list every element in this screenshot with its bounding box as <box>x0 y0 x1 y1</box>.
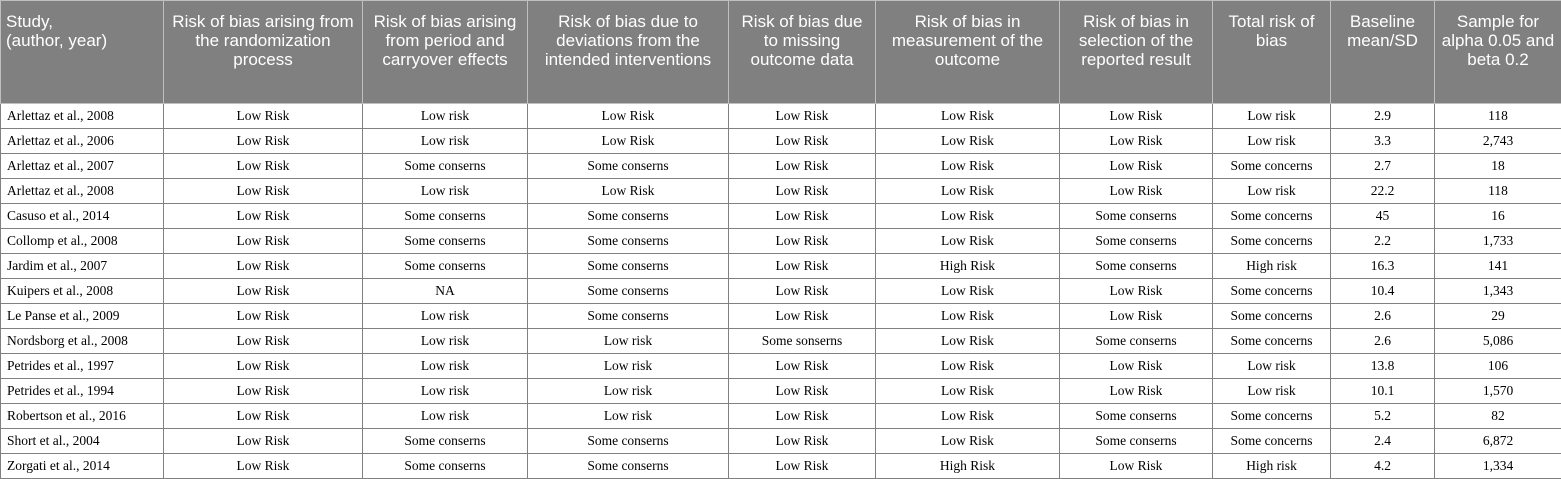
cell-baseline-mean-sd: 5.2 <box>1331 404 1435 429</box>
cell-study: Collomp et al., 2008 <box>1 229 164 254</box>
cell-measurement-bias: Low Risk <box>876 104 1060 129</box>
table-row <box>1 254 1561 279</box>
cell-selection-bias: Low Risk <box>1060 304 1213 329</box>
cell-randomization-bias: Low Risk <box>164 304 363 329</box>
cell-randomization-bias: Low Risk <box>164 279 363 304</box>
cell-deviation-bias: Low risk <box>528 329 729 354</box>
cell-selection-bias: Low Risk <box>1060 104 1213 129</box>
cell-measurement-bias: Low Risk <box>876 154 1060 179</box>
cell-study: Robertson et al., 2016 <box>1 404 164 429</box>
cell-randomization-bias: Low Risk <box>164 404 363 429</box>
column-header-study <box>1 1 164 104</box>
cell-baseline-mean-sd: 22.2 <box>1331 179 1435 204</box>
table-row <box>1 429 1561 454</box>
cell-measurement-bias: Low Risk <box>876 429 1060 454</box>
cell-baseline-mean-sd: 4.2 <box>1331 454 1435 479</box>
cell-randomization-bias: Low Risk <box>164 104 363 129</box>
cell-sample-size: 18 <box>1435 154 1561 179</box>
cell-study: Kuipers et al., 2008 <box>1 279 164 304</box>
cell-selection-bias: Low Risk <box>1060 454 1213 479</box>
cell-deviation-bias: Some conserns <box>528 154 729 179</box>
table-row <box>1 229 1561 254</box>
cell-sample-size: 1,733 <box>1435 229 1561 254</box>
cell-baseline-mean-sd: 2.9 <box>1331 104 1435 129</box>
cell-study: Petrides et al., 1997 <box>1 354 164 379</box>
column-header-period-carryover-bias <box>363 1 528 104</box>
cell-study: Arlettaz et al., 2008 <box>1 104 164 129</box>
cell-randomization-bias: Low Risk <box>164 204 363 229</box>
cell-study: Zorgati et al., 2014 <box>1 454 164 479</box>
table-row <box>1 404 1561 429</box>
cell-measurement-bias: Low Risk <box>876 354 1060 379</box>
cell-deviation-bias: Low risk <box>528 379 729 404</box>
cell-randomization-bias: Low Risk <box>164 129 363 154</box>
cell-selection-bias: Low Risk <box>1060 354 1213 379</box>
cell-period-carryover-bias: Some conserns <box>363 154 528 179</box>
cell-study: Nordsborg et al., 2008 <box>1 329 164 354</box>
cell-baseline-mean-sd: 2.6 <box>1331 304 1435 329</box>
cell-sample-size: 29 <box>1435 304 1561 329</box>
column-header-deviation-bias <box>528 1 729 104</box>
cell-randomization-bias: Low Risk <box>164 154 363 179</box>
table-row <box>1 354 1561 379</box>
cell-baseline-mean-sd: 16.3 <box>1331 254 1435 279</box>
cell-missing-data-bias: Low Risk <box>729 354 876 379</box>
cell-selection-bias: Low Risk <box>1060 179 1213 204</box>
cell-missing-data-bias: Low Risk <box>729 254 876 279</box>
cell-selection-bias: Low Risk <box>1060 129 1213 154</box>
cell-measurement-bias: Low Risk <box>876 279 1060 304</box>
cell-missing-data-bias: Low Risk <box>729 304 876 329</box>
cell-total-bias: High risk <box>1213 254 1331 279</box>
cell-selection-bias: Some conserns <box>1060 204 1213 229</box>
cell-baseline-mean-sd: 13.8 <box>1331 354 1435 379</box>
column-header-total-bias <box>1213 1 1331 104</box>
cell-total-bias: Low risk <box>1213 379 1331 404</box>
cell-selection-bias: Some conserns <box>1060 429 1213 454</box>
cell-study: Casuso et al., 2014 <box>1 204 164 229</box>
cell-deviation-bias: Low Risk <box>528 179 729 204</box>
cell-total-bias: Some concerns <box>1213 404 1331 429</box>
cell-period-carryover-bias: Low risk <box>363 404 528 429</box>
column-header-label: Baseline mean/SD <box>1347 12 1418 50</box>
cell-total-bias: Some concerns <box>1213 154 1331 179</box>
table-row <box>1 179 1561 204</box>
cell-measurement-bias: Low Risk <box>876 379 1060 404</box>
column-header-label: Total risk of bias <box>1228 12 1315 50</box>
table-row <box>1 304 1561 329</box>
cell-missing-data-bias: Some sonserns <box>729 329 876 354</box>
cell-missing-data-bias: Low Risk <box>729 429 876 454</box>
cell-measurement-bias: High Risk <box>876 454 1060 479</box>
cell-total-bias: High risk <box>1213 454 1331 479</box>
cell-missing-data-bias: Low Risk <box>729 279 876 304</box>
cell-period-carryover-bias: Some conserns <box>363 429 528 454</box>
cell-sample-size: 1,343 <box>1435 279 1561 304</box>
cell-baseline-mean-sd: 10.4 <box>1331 279 1435 304</box>
cell-selection-bias: Some conserns <box>1060 329 1213 354</box>
cell-total-bias: Low risk <box>1213 104 1331 129</box>
cell-missing-data-bias: Low Risk <box>729 229 876 254</box>
cell-randomization-bias: Low Risk <box>164 229 363 254</box>
cell-measurement-bias: Low Risk <box>876 229 1060 254</box>
table-row <box>1 104 1561 129</box>
column-header-label: Risk of bias in measurement of the outcome <box>891 12 1044 69</box>
cell-missing-data-bias: Low Risk <box>729 129 876 154</box>
cell-period-carryover-bias: Some conserns <box>363 454 528 479</box>
cell-selection-bias: Some conserns <box>1060 254 1213 279</box>
cell-deviation-bias: Some conserns <box>528 304 729 329</box>
cell-period-carryover-bias: NA <box>363 279 528 304</box>
cell-total-bias: Low risk <box>1213 354 1331 379</box>
cell-measurement-bias: Low Risk <box>876 404 1060 429</box>
cell-period-carryover-bias: Low risk <box>363 329 528 354</box>
cell-sample-size: 106 <box>1435 354 1561 379</box>
cell-total-bias: Low risk <box>1213 179 1331 204</box>
cell-measurement-bias: Low Risk <box>876 304 1060 329</box>
cell-period-carryover-bias: Low risk <box>363 129 528 154</box>
cell-selection-bias: Some conserns <box>1060 229 1213 254</box>
cell-randomization-bias: Low Risk <box>164 454 363 479</box>
cell-randomization-bias: Low Risk <box>164 429 363 454</box>
cell-study: Arlettaz et al., 2006 <box>1 129 164 154</box>
cell-period-carryover-bias: Low risk <box>363 104 528 129</box>
cell-sample-size: 1,570 <box>1435 379 1561 404</box>
cell-baseline-mean-sd: 45 <box>1331 204 1435 229</box>
cell-total-bias: Some concerns <box>1213 229 1331 254</box>
table-header-row <box>1 1 1561 104</box>
column-header-missing-data-bias <box>729 1 876 104</box>
cell-baseline-mean-sd: 10.1 <box>1331 379 1435 404</box>
cell-randomization-bias: Low Risk <box>164 329 363 354</box>
cell-measurement-bias: Low Risk <box>876 204 1060 229</box>
cell-sample-size: 5,086 <box>1435 329 1561 354</box>
cell-study: Arlettaz et al., 2007 <box>1 154 164 179</box>
cell-missing-data-bias: Low Risk <box>729 179 876 204</box>
column-header-label: Study, (author, year) <box>6 12 108 50</box>
cell-sample-size: 16 <box>1435 204 1561 229</box>
column-header-label: Risk of bias in selection of the reported result <box>1078 12 1194 69</box>
table-row <box>1 329 1561 354</box>
cell-deviation-bias: Some conserns <box>528 279 729 304</box>
cell-missing-data-bias: Low Risk <box>729 154 876 179</box>
cell-period-carryover-bias: Low risk <box>363 379 528 404</box>
cell-baseline-mean-sd: 2.6 <box>1331 329 1435 354</box>
cell-study: Le Panse et al., 2009 <box>1 304 164 329</box>
cell-randomization-bias: Low Risk <box>164 179 363 204</box>
cell-deviation-bias: Some conserns <box>528 204 729 229</box>
cell-sample-size: 82 <box>1435 404 1561 429</box>
cell-sample-size: 1,334 <box>1435 454 1561 479</box>
column-header-measurement-bias <box>876 1 1060 104</box>
table-row <box>1 204 1561 229</box>
cell-sample-size: 6,872 <box>1435 429 1561 454</box>
cell-total-bias: Some concerns <box>1213 329 1331 354</box>
cell-missing-data-bias: Low Risk <box>729 404 876 429</box>
cell-baseline-mean-sd: 3.3 <box>1331 129 1435 154</box>
column-header-sample-size <box>1435 1 1561 104</box>
cell-total-bias: Some concerns <box>1213 429 1331 454</box>
cell-total-bias: Some concerns <box>1213 279 1331 304</box>
cell-period-carryover-bias: Some conserns <box>363 204 528 229</box>
cell-period-carryover-bias: Low risk <box>363 354 528 379</box>
cell-randomization-bias: Low Risk <box>164 379 363 404</box>
cell-total-bias: Low risk <box>1213 129 1331 154</box>
cell-sample-size: 118 <box>1435 104 1561 129</box>
table-row <box>1 379 1561 404</box>
table-row <box>1 154 1561 179</box>
table-body <box>1 104 1561 479</box>
cell-sample-size: 2,743 <box>1435 129 1561 154</box>
cell-measurement-bias: Low Risk <box>876 179 1060 204</box>
cell-period-carryover-bias: Some conserns <box>363 254 528 279</box>
cell-deviation-bias: Low risk <box>528 354 729 379</box>
cell-missing-data-bias: Low Risk <box>729 204 876 229</box>
cell-measurement-bias: Low Risk <box>876 129 1060 154</box>
cell-study: Short et al., 2004 <box>1 429 164 454</box>
cell-selection-bias: Low Risk <box>1060 379 1213 404</box>
cell-sample-size: 141 <box>1435 254 1561 279</box>
cell-missing-data-bias: Low Risk <box>729 454 876 479</box>
column-header-randomization-bias <box>164 1 363 104</box>
column-header-selection-bias <box>1060 1 1213 104</box>
cell-deviation-bias: Some conserns <box>528 254 729 279</box>
cell-deviation-bias: Some conserns <box>528 429 729 454</box>
cell-measurement-bias: Low Risk <box>876 329 1060 354</box>
cell-randomization-bias: Low Risk <box>164 354 363 379</box>
cell-deviation-bias: Some conserns <box>528 454 729 479</box>
column-header-baseline-mean-sd <box>1331 1 1435 104</box>
cell-missing-data-bias: Low Risk <box>729 104 876 129</box>
column-header-label: Risk of bias arising from period and carryover effects <box>373 12 517 69</box>
cell-selection-bias: Low Risk <box>1060 279 1213 304</box>
cell-baseline-mean-sd: 2.7 <box>1331 154 1435 179</box>
cell-deviation-bias: Low Risk <box>528 129 729 154</box>
cell-selection-bias: Low Risk <box>1060 154 1213 179</box>
cell-period-carryover-bias: Low risk <box>363 179 528 204</box>
cell-deviation-bias: Some conserns <box>528 229 729 254</box>
cell-missing-data-bias: Low Risk <box>729 379 876 404</box>
cell-baseline-mean-sd: 2.4 <box>1331 429 1435 454</box>
cell-selection-bias: Some conserns <box>1060 404 1213 429</box>
cell-period-carryover-bias: Some conserns <box>363 229 528 254</box>
cell-deviation-bias: Low Risk <box>528 104 729 129</box>
column-header-label: Risk of bias due to deviations from the intended interventions <box>544 12 712 69</box>
cell-measurement-bias: High Risk <box>876 254 1060 279</box>
cell-study: Petrides et al., 1994 <box>1 379 164 404</box>
cell-total-bias: Some concerns <box>1213 204 1331 229</box>
cell-baseline-mean-sd: 2.2 <box>1331 229 1435 254</box>
table-row <box>1 454 1561 479</box>
cell-period-carryover-bias: Low risk <box>363 304 528 329</box>
cell-randomization-bias: Low Risk <box>164 254 363 279</box>
cell-sample-size: 118 <box>1435 179 1561 204</box>
column-header-label: Sample for alpha 0.05 and beta 0.2 <box>1441 12 1555 69</box>
column-header-label: Risk of bias arising from the randomization process <box>172 12 354 69</box>
cell-study: Jardim et al., 2007 <box>1 254 164 279</box>
cell-total-bias: Some concerns <box>1213 304 1331 329</box>
column-header-label: Risk of bias due to missing outcome data <box>741 12 863 69</box>
table-row <box>1 279 1561 304</box>
table-row <box>1 129 1561 154</box>
cell-deviation-bias: Low risk <box>528 404 729 429</box>
cell-study: Arlettaz et al., 2008 <box>1 179 164 204</box>
